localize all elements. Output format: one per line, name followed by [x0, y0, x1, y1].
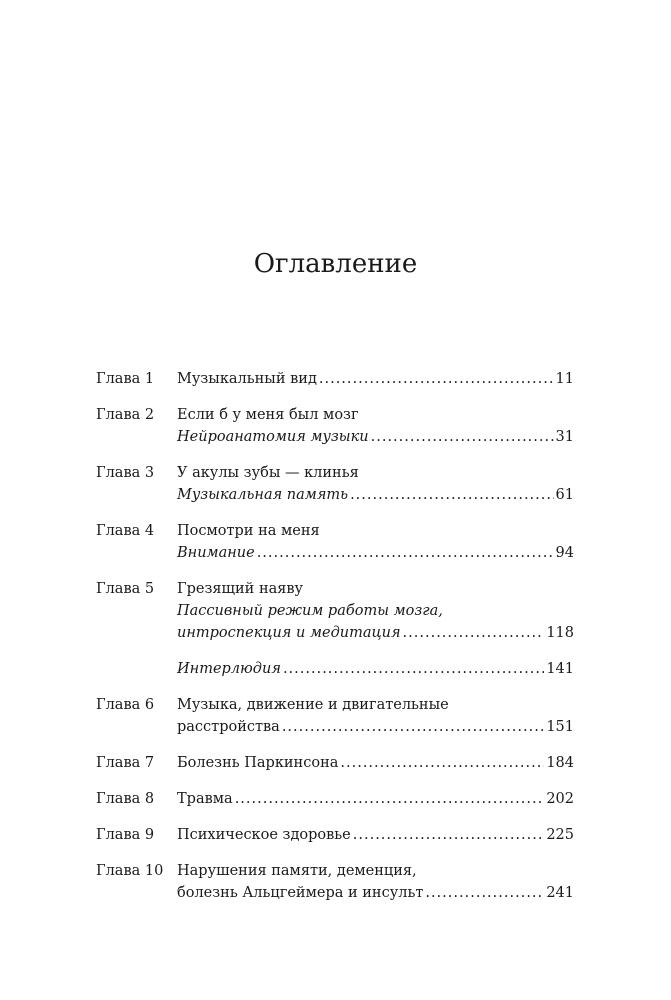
dot-leader [425, 882, 544, 904]
dot-leader [235, 788, 545, 810]
page-number: 241 [546, 885, 574, 901]
dot-leader [282, 716, 544, 738]
toc-entry-interlude[interactable] [96, 658, 574, 680]
chapter-title: Если б у меня был мозг [177, 407, 359, 423]
chapter-subtitle: Внимание [177, 545, 255, 561]
toc-entry-chapter-1[interactable] [96, 368, 574, 390]
toc-entry-chapter-3[interactable] [96, 462, 574, 506]
page-number: 118 [546, 625, 574, 641]
dot-leader [353, 824, 545, 846]
toc-entry-chapter-2[interactable] [96, 404, 574, 448]
chapter-number: Глава 6 [96, 697, 155, 713]
chapter-number: Глава 4 [96, 523, 155, 539]
page-number: 61 [555, 487, 574, 503]
table-of-contents [96, 368, 574, 918]
toc-entry-chapter-6[interactable] [96, 694, 574, 738]
chapter-number: Глава 8 [96, 791, 155, 807]
page-number: 151 [546, 719, 574, 735]
page-number: 141 [546, 661, 574, 677]
chapter-subtitle-continued: интроспекция и медитация [177, 625, 401, 641]
chapter-title: Музыка, движение и двигательные [177, 697, 449, 713]
chapter-title: Грезящий наяву [177, 581, 304, 597]
dot-leader [283, 658, 544, 680]
page-number: 94 [555, 545, 574, 561]
page-number: 184 [546, 755, 574, 771]
chapter-title: Нарушения памяти, деменция, [177, 863, 417, 879]
toc-entry-chapter-4[interactable] [96, 520, 574, 564]
dot-leader [340, 752, 544, 774]
dot-leader [371, 426, 554, 448]
page-number: 202 [546, 791, 574, 807]
dot-leader [350, 484, 553, 506]
chapter-subtitle: Пассивный режим работы мозга, [177, 603, 443, 619]
chapter-number: Глава 10 [96, 863, 164, 879]
chapter-number: Глава 3 [96, 465, 155, 481]
dot-leader [403, 622, 545, 644]
page-number: 11 [555, 371, 574, 387]
toc-entry-chapter-8[interactable] [96, 788, 574, 810]
chapter-number [96, 658, 177, 680]
dot-leader [319, 368, 554, 390]
chapter-subtitle: Нейроанатомия музыки [177, 429, 369, 445]
chapter-number: Глава 1 [96, 371, 155, 387]
chapter-title: Посмотри на меня [177, 523, 320, 539]
chapter-title: Болезнь Паркинсона [177, 755, 339, 771]
toc-entry-chapter-7[interactable] [96, 752, 574, 774]
toc-entry-chapter-10[interactable] [96, 860, 574, 904]
chapter-number: Глава 7 [96, 755, 155, 771]
chapter-title: Травма [177, 791, 233, 807]
page-title: Оглавление [253, 249, 418, 279]
chapter-title: Музыкальный вид [177, 371, 317, 387]
page-number: 31 [555, 429, 574, 445]
chapter-title: У акулы зубы — клинья [177, 465, 359, 481]
chapter-title-continued: болезнь Альцгеймера и инсульт [177, 885, 424, 901]
toc-entry-chapter-5[interactable] [96, 578, 574, 644]
chapter-number: Глава 2 [96, 407, 155, 423]
chapter-title: Интерлюдия [177, 661, 281, 677]
chapter-subtitle: Музыкальная память [177, 487, 349, 503]
dot-leader [257, 542, 554, 564]
chapter-title: Психическое здоровье [177, 827, 351, 843]
toc-entry-chapter-9[interactable] [96, 824, 574, 846]
page-number: 225 [546, 827, 574, 843]
chapter-title-continued: расстройства [177, 719, 280, 735]
chapter-number: Глава 5 [96, 581, 155, 597]
chapter-number: Глава 9 [96, 827, 155, 843]
